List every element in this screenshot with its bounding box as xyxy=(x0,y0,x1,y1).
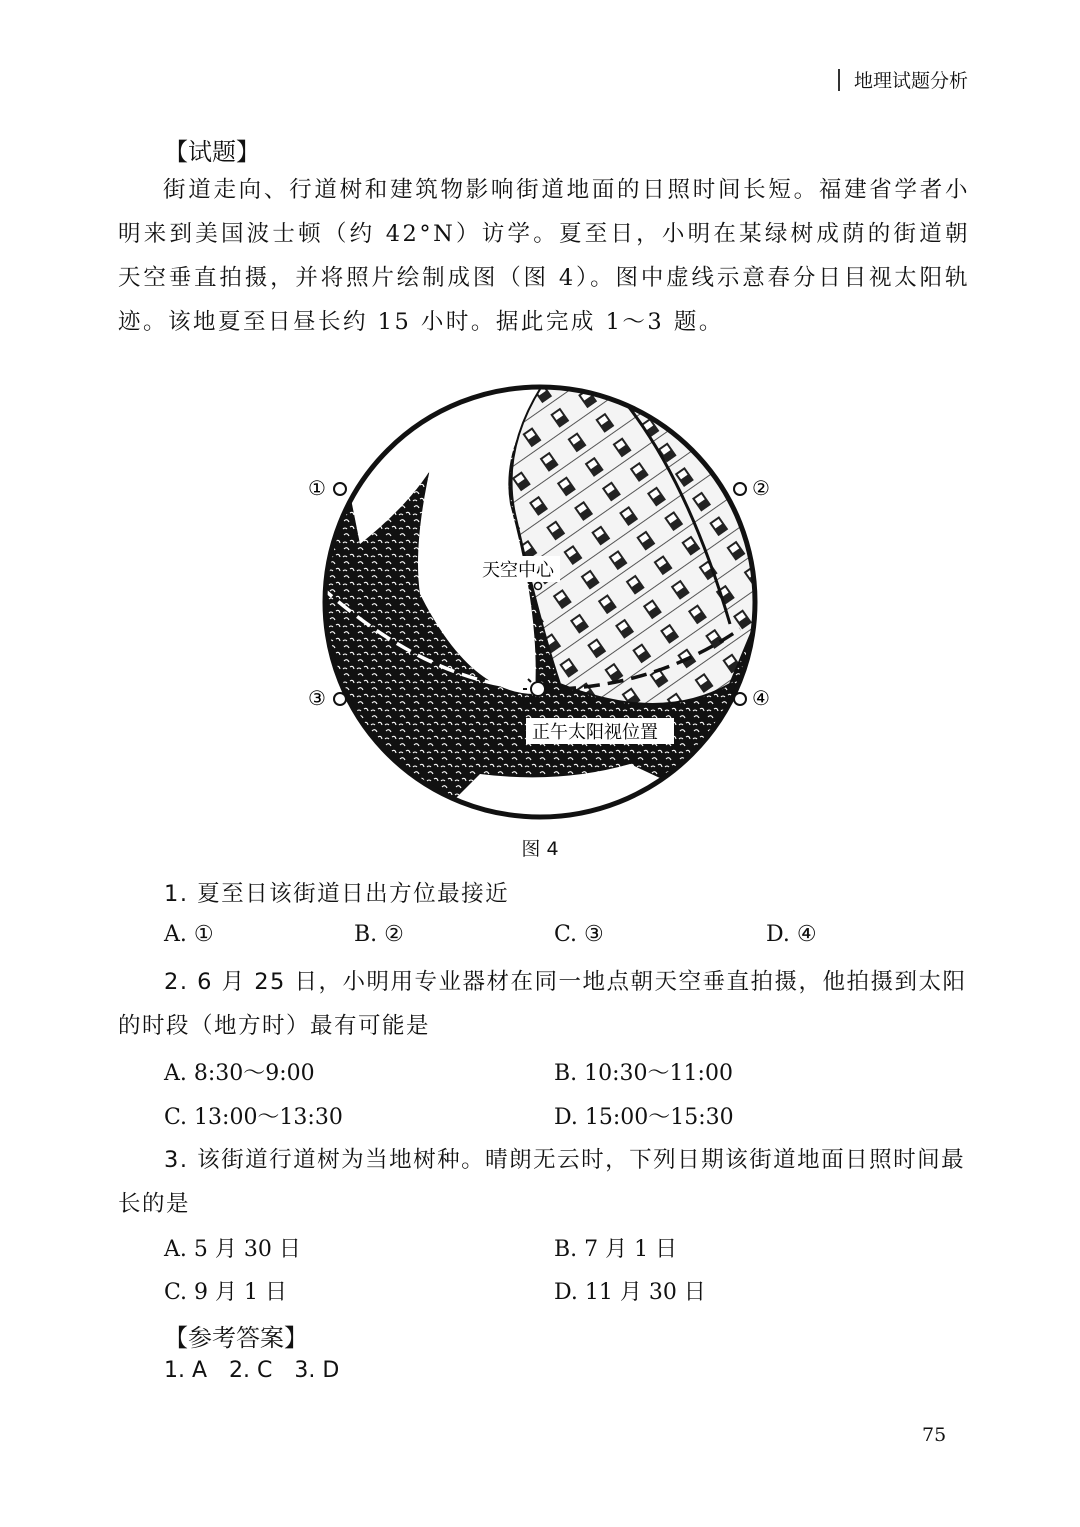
sky-center-point xyxy=(535,583,542,590)
question-2-number: 2. xyxy=(164,969,189,995)
marker-2-label: ② xyxy=(752,476,770,500)
q3-option-b[interactable]: B. 7 月 1 日 xyxy=(554,1237,678,1262)
marker-3-dot xyxy=(334,693,346,705)
header-title: 地理试题分析 xyxy=(853,70,968,92)
question-1 xyxy=(118,872,970,916)
answer-1: 1. A xyxy=(164,1358,208,1383)
marker-2-dot xyxy=(734,483,746,495)
question-intro: 街道走向、行道树和建筑物影响街道地面的日照时间长短。福建省学者小明来到美国波士顿（约 42°N）访学。夏至日，小明在某绿树成荫的街道朝天空垂直拍摄，并将照片绘制成图（图 4）。图中虚线示意春分日目视太阳轨迹。该地夏至日昼长约 15 小时。据此完成 1～3 题。 xyxy=(118,177,970,335)
running-header xyxy=(838,66,968,93)
q2-option-d[interactable]: D. 15:00～15:30 xyxy=(554,1105,734,1130)
answer-3: 3. D xyxy=(294,1358,340,1383)
question-3-stem: 该街道行道树为当地树种。晴朗无云时，下列日期该街道地面日照时间最长的是 xyxy=(118,1147,966,1217)
sky-center-label: 天空中心 xyxy=(482,560,554,581)
question-2 xyxy=(118,960,970,1048)
fisheye-sky-diagram xyxy=(300,364,780,834)
page-number: 75 xyxy=(922,1424,947,1446)
noon-sun-label: 正午太阳视位置 xyxy=(532,722,658,743)
header-divider xyxy=(838,69,840,91)
question-1-stem: 夏至日该街道日出方位最接近 xyxy=(197,881,510,907)
q1-option-d[interactable]: D. ④ xyxy=(766,922,817,947)
question-section-label: 【试题】 xyxy=(164,138,260,166)
q1-option-a[interactable]: A. ① xyxy=(164,922,214,947)
answer-list xyxy=(164,1358,339,1383)
q3-option-d[interactable]: D. 11 月 30 日 xyxy=(554,1280,706,1305)
q3-option-a[interactable]: A. 5 月 30 日 xyxy=(164,1237,301,1262)
answer-section-label: 【参考答案】 xyxy=(164,1324,308,1352)
q2-option-c[interactable]: C. 13:00～13:30 xyxy=(164,1105,343,1130)
marker-3-label: ③ xyxy=(308,686,326,710)
answer-2: 2. C xyxy=(229,1358,273,1383)
marker-1-label: ① xyxy=(308,476,326,500)
q2-option-b[interactable]: B. 10:30～11:00 xyxy=(554,1061,733,1086)
q1-option-c[interactable]: C. ③ xyxy=(554,922,604,947)
figure-sky-photo xyxy=(300,364,780,834)
marker-1-dot xyxy=(334,483,346,495)
q3-option-c[interactable]: C. 9 月 1 日 xyxy=(164,1280,288,1305)
question-2-stem: 6 月 25 日，小明用专业器材在同一地点朝天空垂直拍摄，他拍摄到太阳的时段（地方时）最有可能是 xyxy=(118,969,967,1039)
marker-4-label: ④ xyxy=(752,686,770,710)
figure-caption: 图 4 xyxy=(521,838,559,860)
marker-4-dot xyxy=(734,693,746,705)
question-3 xyxy=(118,1138,970,1226)
q2-option-a[interactable]: A. 8:30～9:00 xyxy=(164,1061,315,1086)
q1-option-b[interactable]: B. ② xyxy=(354,922,404,947)
question-1-number: 1. xyxy=(164,881,189,907)
question-3-number: 3. xyxy=(164,1147,189,1173)
